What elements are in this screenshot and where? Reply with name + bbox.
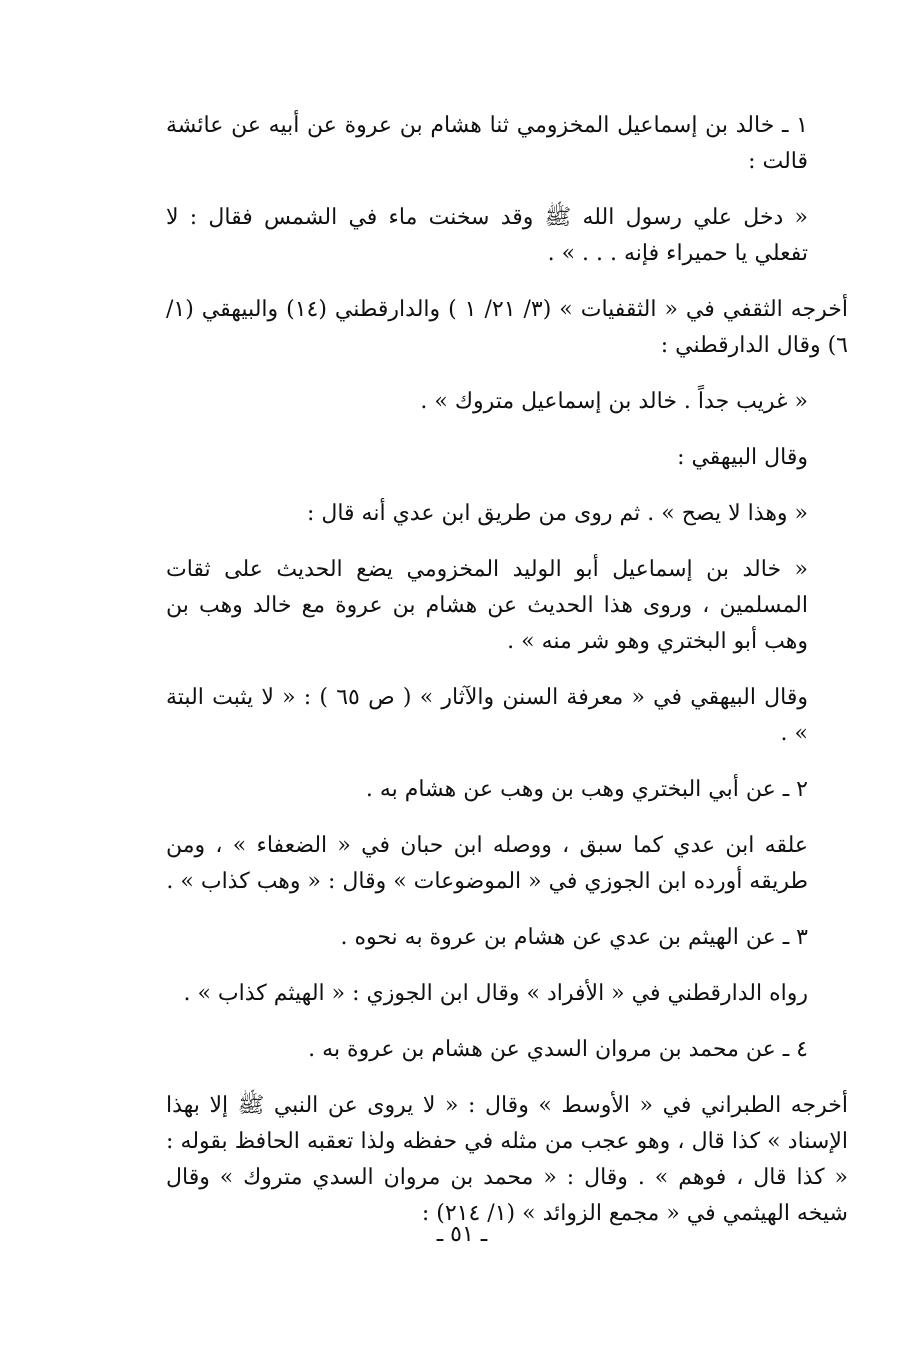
takhrij-paragraph: أخرجه الثقفي في « الثقفيات » (٣/ ٢١/ ١ ) والدارقطني (١٤) والبيهقي (١/ ٦) وقال الدارقطني : (166, 297, 848, 358)
ibn-adi-quote: « خالد بن إسماعيل أبو الوليد المخزومي يضع الحديث على ثقات المسلمين ، وروى هذا الحديث عن هشام بن عروة مع خالد وهب بن وهب أبو البختري وهو شر منه » . (166, 557, 808, 654)
hadith-item-2: ٢ ـ عن أبي البختري وهب بن وهب عن هشام به . (365, 777, 808, 802)
ibn-hibban-paragraph: علقه ابن عدي كما سبق ، ووصله ابن حبان في « الضعفاء » ، ومن طريقه أورده ابن الجوزي في « الموضوعات » وقال : « وهب كذاب » . (166, 833, 808, 894)
bayhaqi-quote: « وهذا لا يصح » . ثم روى من طريق ابن عدي أنه قال : (306, 501, 808, 526)
hadith-item-3: ٣ ـ عن الهيثم بن عدي عن هشام بن عروة به نحوه . (340, 925, 808, 950)
bayhaqi-intro: وقال البيهقي : (677, 445, 808, 470)
hadith-quote: « دخل علي رسول الله ﷺ وقد سخنت ماء في الشمس فقال : لا تفعلي يا حميراء فإنه . . . » . (166, 205, 808, 266)
hadith-item-1: ١ ـ خالد بن إسماعيل المخزومي ثنا هشام بن عروة عن أبيه عن عائشة قالت : (166, 113, 808, 174)
tabarani-paragraph: أخرجه الطبراني في « الأوسط » وقال : « لا يروى عن النبي ﷺ إلا بهذا الإسناد » كذا قال ، وهو عجب من مثله في حفظه ولذا تعقبه الحافظ بقوله : « كذا قال ، فوهم » . وقال : « محمد بن مروان السدي متروك » وقال شيخه الهيثمي في « مجمع الزوائد » (١/ ٢١٤) : (166, 1093, 849, 1226)
page-body (166, 108, 848, 1252)
afrad-paragraph: رواه الدارقطني في « الأفراد » وقال ابن الجوزي : « الهيثم كذاب » . (183, 981, 808, 1006)
hadith-item-4: ٤ ـ عن محمد بن مروان السدي عن هشام بن عروة به . (308, 1037, 808, 1062)
bayhaqi-marifa: وقال البيهقي في « معرفة السنن والآثار » ( ص ٦٥ ) : « لا يثبت البتة » . (166, 685, 808, 746)
daraqutni-quote: « غريب جداً . خالد بن إسماعيل متروك » . (420, 389, 808, 414)
page-number: ـ ٥١ ـ (436, 1222, 488, 1247)
